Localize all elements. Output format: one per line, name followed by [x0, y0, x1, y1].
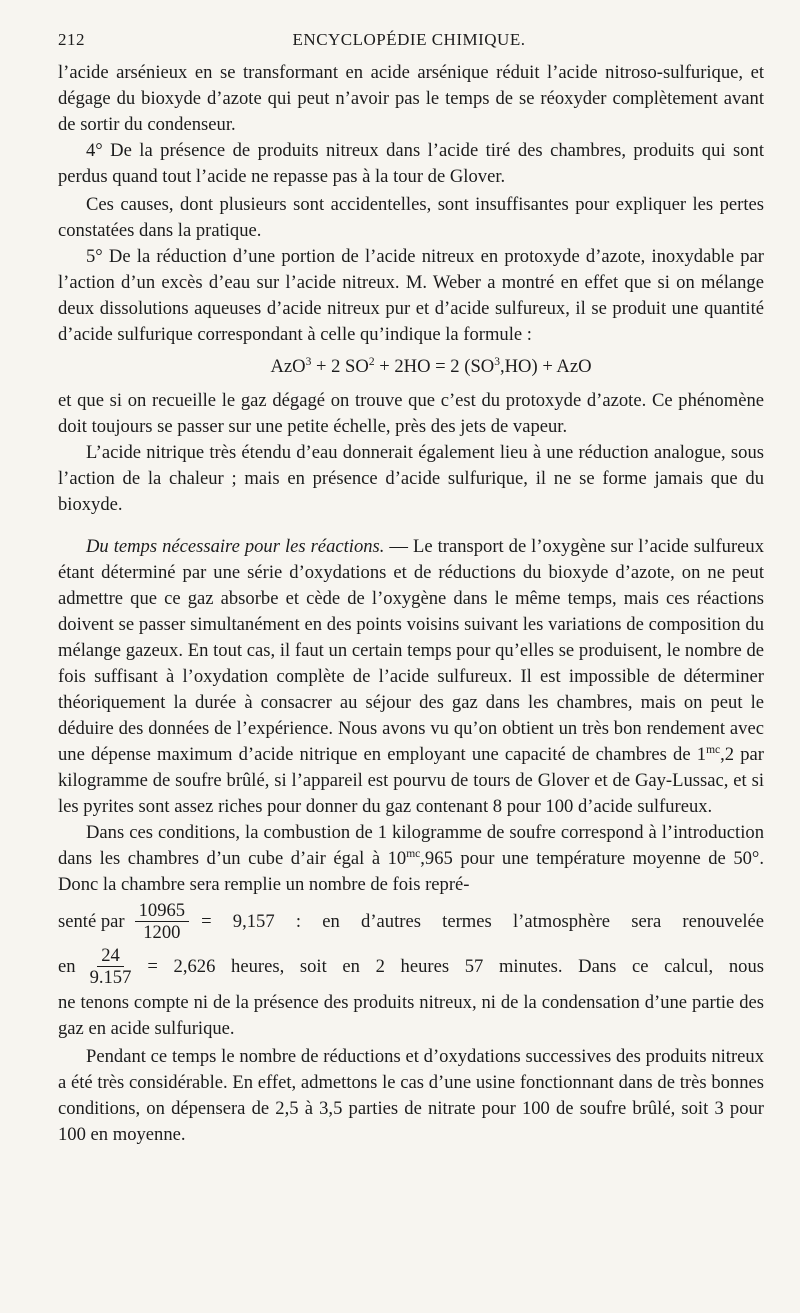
paragraph-nitric-acid: L’acide nitrique très étendu d’eau donnerait également lieu à une réduction analogue, sous l’action de la chaleur ; mais en présence d’acide sulfurique, il ne se forme jamais que du bioxyde. [58, 442, 764, 515]
paragraph-conditions: Dans ces conditions, la combustion de 1 kilogramme de soufre correspond à l’introduction dans les chambres d’un cube d’air égal à $10^{mc},965$ pour une température moyenne de 50°. Donc la chambre sera remplie un nombre de fois repré- [58, 822, 765, 895]
paragraph-item-4: 4° De la présence de produits nitreux dans l’acide tiré des chambres, produits qui sont perdus quand tout l’acide ne repasse pas à la tour de Glover. [58, 140, 764, 187]
fraction-line-renewal: senté par $\frac{10965}{1200}$ = 9,157 : en d’autres termes l’atmosphère sera renouvelée [58, 900, 764, 943]
paragraph-calculation-note: ne tenons compte ni de la présence des produits nitreux, ni de la condensation d’une partie des gaz en acide sulfurique. [58, 992, 764, 1039]
running-title: ENCYCLOPÉDIE CHIMIQUE. [292, 30, 526, 49]
paragraph-arsenious: l’acide arsénieux en se transformant en acide arsénique réduit l’acide nitroso-sulfurique, et dégage du bioxyde d’azote qui peut n’avoir pas le temps de se réoxyder complètement avant de sortir du condenseur. [58, 62, 764, 135]
fraction-hours: $\frac{24}{9.157}$ [89, 945, 132, 988]
page-header [58, 30, 760, 56]
page-body [58, 60, 764, 1148]
paragraph-reductions: Pendant ce temps le nombre de réductions et d’oxydations successives des produits nitreux a été très considérable. En effet, admettons le cas d’une usine fonctionnant dans de très bonnes conditions, on dépensera de 2,5 à 3,5 parties de nitrate pour 100 de soufre brûlé, soit 3 pour 100 en moyenne. [58, 1046, 764, 1145]
paragraph-causes: Ces causes, dont plusieurs sont accidentelles, sont insuffisantes pour expliquer les pertes constatées dans la pratique. [58, 194, 764, 241]
page-number: 212 [58, 30, 85, 49]
paragraph-protoxide: et que si on recueille le gaz dégagé on trouve que c’est du protoxyde d’azote. Ce phénomène doit toujours se passer sur une petite échelle, près des jets de vapeur. [58, 390, 764, 437]
fraction-line-hours: en $\frac{24}{9.157}$ = 2,626 heures, soit en 2 heures 57 minutes. Dans ce calcul, nous [58, 945, 764, 988]
section-reaction-time: Du temps nécessaire pour les réactions. — Le transport de l’oxygène sur l’acide sulfureux étant déterminé par une série d’oxydations et de réductions du bioxyde d’azote, on ne peut admettre que ce gaz absorbe et cède de l’oxygène dans le même temps, mais ces réactions doivent se passer simultanément en des points voisins suivant les variations de composition du mélange gazeux. En tout cas, il faut un certain temps pour qu’elles se produisent, le nombre de fois suffisant à l’oxydation complète de l’acide sulfureux. Il est impossible de déterminer théoriquement la durée à consacrer au séjour des gaz dans les chambres, mais on peut le déduire des données de l’expérience. Nous avons vu qu’on obtient un très bon rendement avec une dépense maximum d’acide nitrique en employant une capacité de chambres de $1^{mc},2$ par kilogramme de soufre brûlé, si l’appareil est pourvu de tours de Glover et de Gay-Lussac, et si les pyrites sont assez riches pour donner du gaz contenant 8 pour 100 d’acide sulfureux. [58, 536, 765, 817]
section-title: Du temps nécessaire pour les réactions. [86, 536, 385, 557]
fraction-volume: $\frac{10965}{1200}$ [135, 900, 189, 943]
paragraph-item-5: 5° De la réduction d’une portion de l’acide nitreux en protoxyde d’azote, inoxydable par l’action d’un excès d’eau sur l’acide nitreux. M. Weber a montré en effet que si on mélange deux dissolutions aqueuses d’acide nitreux pur et d’acide sulfureux, il se produit une quantité d’acide sulfurique correspondant à celle qu’indique la formule : [58, 246, 764, 345]
chemical-formula: AzO$^3$ + 2 $SO^2 + 2HO = 2$ $(SO^3,HO)$ + AzO [270, 355, 592, 377]
